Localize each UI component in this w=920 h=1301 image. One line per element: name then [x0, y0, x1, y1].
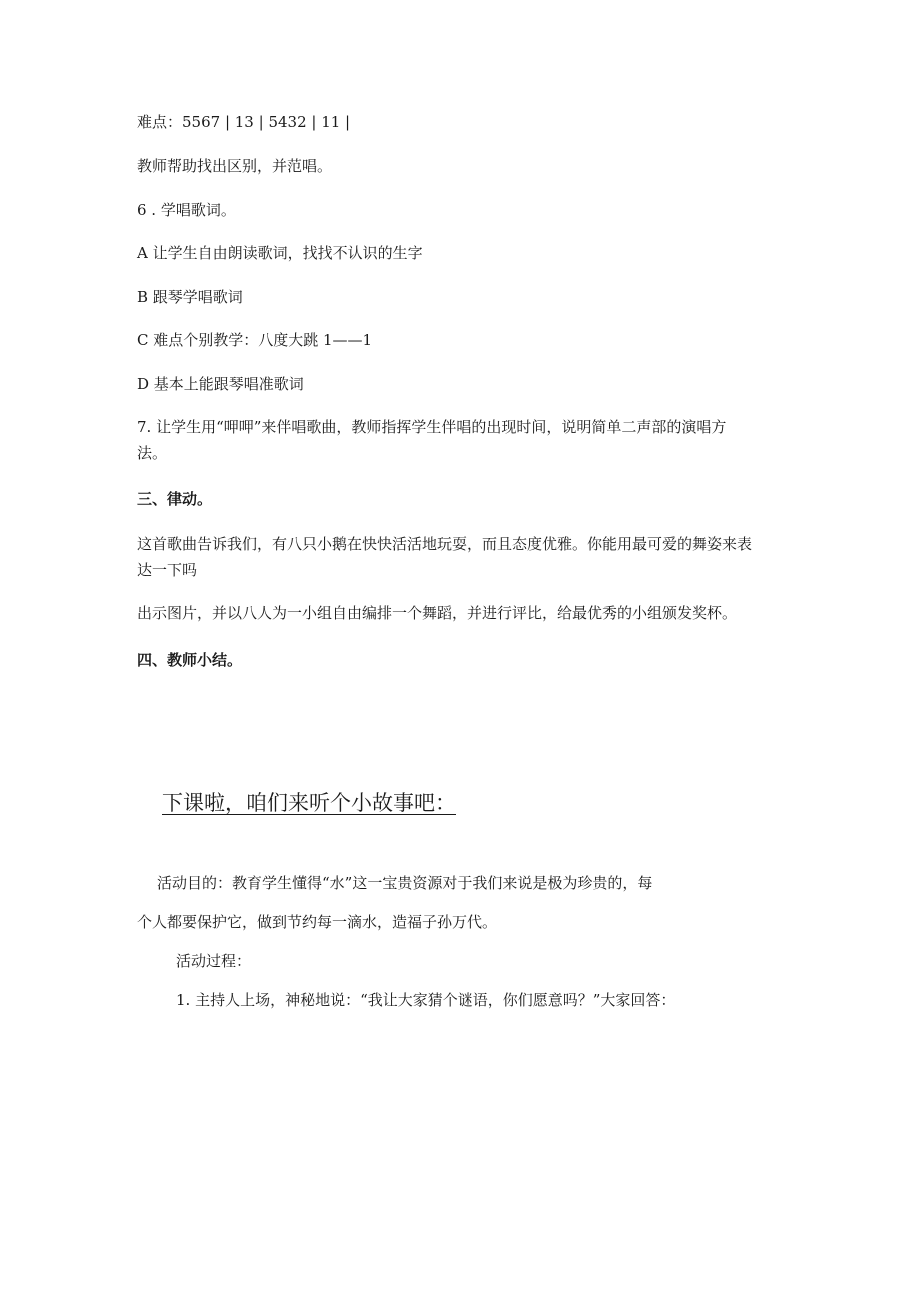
section-4-heading: 四、教师小结。	[137, 651, 243, 669]
purpose-line-2: 个人都要保护它，做到节约每一滴水，造福子孙万代。	[137, 913, 498, 931]
item-d: D 基本上能跟琴唱准歌词	[137, 375, 304, 393]
purpose-line-1: 活动目的：教育学生懂得“水”这一宝贵资源对于我们来说是极为珍贵的，每	[157, 874, 653, 892]
item-b: B 跟琴学唱歌词	[137, 288, 243, 306]
item-c: C 难点个别教学：八度大跳 1——1	[137, 331, 373, 349]
section-3-heading: 三、律动。	[137, 490, 213, 508]
item-6: 6 . 学唱歌词。	[137, 201, 236, 219]
section-3-paragraph-1-line-2: 达一下吗	[137, 561, 198, 579]
story-title: 下课啦，咱们来听个小故事吧：	[162, 791, 456, 815]
section-3-paragraph-2: 出示图片，并以八人为一小组自由编排一个舞蹈，并进行评比，给最优秀的小组颁发奖杯。	[137, 604, 738, 622]
item-a: A 让学生自由朗读歌词，找找不认识的生字	[137, 244, 423, 262]
teacher-help-line: 教师帮助找出区别，并范唱。	[137, 157, 333, 175]
item-7-line-2: 法。	[137, 444, 168, 462]
difficulty-line: 难点：5567 | 13 | 5432 | 11 |	[137, 113, 351, 131]
item-7-line-1: 7. 让学生用“呷呷”来伴唱歌曲，教师指挥学生伴唱的出现时间，说明简单二声部的演唱方	[137, 418, 727, 436]
process-step-1: 1. 主持人上场，神秘地说：“我让大家猜个谜语，你们愿意吗？”大家回答：	[176, 991, 676, 1009]
section-3-paragraph-1-line-1: 这首歌曲告诉我们，有八只小鹅在快快活活地玩耍，而且态度优雅。你能用最可爱的舞姿来表	[137, 535, 753, 553]
process-label: 活动过程：	[176, 952, 252, 970]
